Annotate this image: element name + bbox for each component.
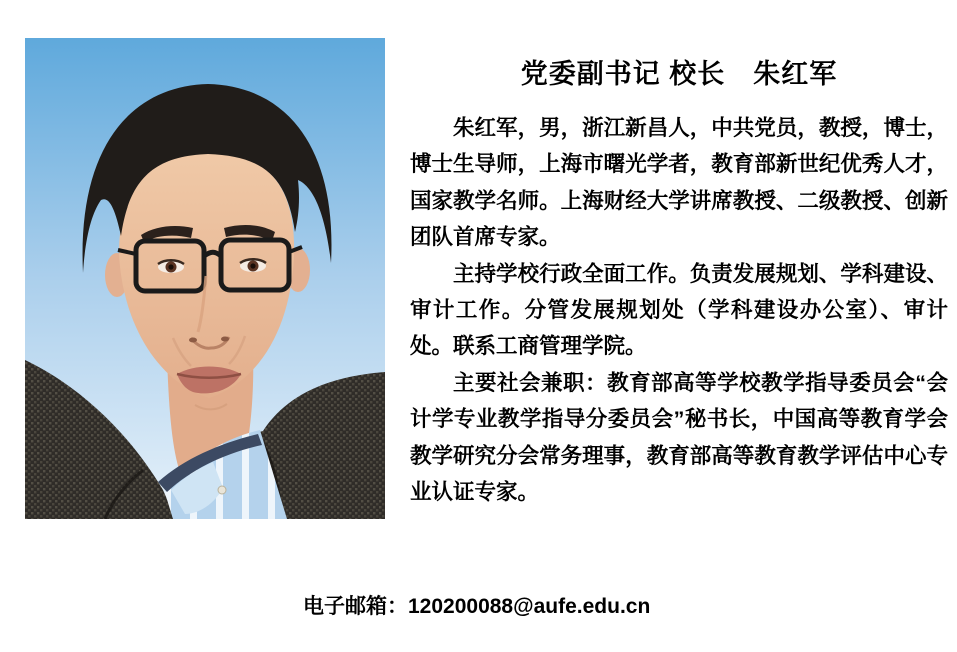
email-line	[303, 590, 650, 620]
page-title: 党委副书记 校长 朱红军	[520, 59, 838, 89]
biography	[410, 110, 948, 510]
bio-paragraph-intro: 朱红军，男，浙江新昌人，中共党员，教授，博士，博士生导师，上海市曙光学者，教育部新世纪优秀人才，国家教学名师。上海财经大学讲席教授、二级教授、创新团队首席专家。	[410, 116, 948, 250]
portrait-illustration	[25, 38, 385, 519]
bio-paragraph-posts: 主要社会兼职：教育部高等学校教学指导委员会“会计学专业教学指导分委员会”秘书长，中国高等教育学会教学研究分会常务理事，教育部高等教育教学评估中心专业认证专家。	[410, 370, 948, 505]
email-label: 电子邮箱：	[303, 595, 408, 618]
bio-paragraph-duties: 主持学校行政全面工作。负责发展规划、学科建设、审计工作。分管发展规划处（学科建设办公室）、审计处。联系工商管理学院。	[410, 261, 948, 359]
portrait-photo	[25, 38, 385, 519]
email-address: 120200088@aufe.edu.cn	[408, 595, 651, 618]
